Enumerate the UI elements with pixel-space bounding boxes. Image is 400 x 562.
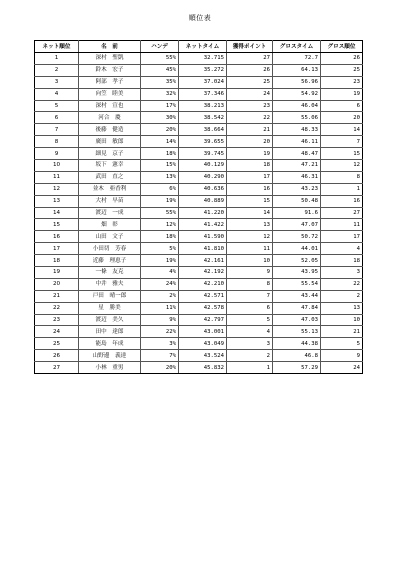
- cell-handicap: 24%: [141, 278, 179, 290]
- table-row: [35, 64, 363, 76]
- table-row: [35, 136, 363, 148]
- table-row: [35, 243, 363, 255]
- cell-points: 27: [227, 53, 273, 65]
- cell-net-rank: 13: [35, 195, 79, 207]
- cell-gross-rank: 14: [321, 124, 363, 136]
- cell-points: 21: [227, 124, 273, 136]
- cell-points: 25: [227, 76, 273, 88]
- cell-gross-rank: 18: [321, 255, 363, 267]
- table-row: [35, 278, 363, 290]
- cell-handicap: 9%: [141, 314, 179, 326]
- cell-net-rank: 3: [35, 76, 79, 88]
- cell-handicap: 6%: [141, 183, 179, 195]
- cell-name: 小田切 芳春: [79, 243, 141, 255]
- cell-net-rank: 25: [35, 338, 79, 350]
- table-row: [35, 100, 363, 112]
- cell-gross-rank: 4: [321, 243, 363, 255]
- table-row: [35, 231, 363, 243]
- table-row: [35, 338, 363, 350]
- cell-net-rank: 4: [35, 88, 79, 100]
- cell-net-time: 43.001: [179, 326, 227, 338]
- cell-name: 深村 宣也: [79, 100, 141, 112]
- header-points: 獲得ポイント: [227, 41, 273, 53]
- cell-name: 向笠 睦美: [79, 88, 141, 100]
- cell-handicap: 32%: [141, 88, 179, 100]
- cell-handicap: 18%: [141, 148, 179, 160]
- cell-gross-rank: 23: [321, 76, 363, 88]
- cell-net-time: 38.213: [179, 100, 227, 112]
- cell-gross-rank: 9: [321, 350, 363, 362]
- cell-gross-time: 50.48: [273, 195, 321, 207]
- cell-net-time: 35.272: [179, 64, 227, 76]
- cell-points: 3: [227, 338, 273, 350]
- cell-net-rank: 24: [35, 326, 79, 338]
- cell-name: 近藤 理恵子: [79, 255, 141, 267]
- cell-gross-rank: 5: [321, 338, 363, 350]
- cell-gross-rank: 10: [321, 314, 363, 326]
- cell-gross-time: 64.13: [273, 64, 321, 76]
- cell-handicap: 45%: [141, 64, 179, 76]
- cell-gross-time: 72.7: [273, 53, 321, 65]
- cell-name: 河合 慶: [79, 112, 141, 124]
- cell-gross-time: 50.72: [273, 231, 321, 243]
- table-row: [35, 53, 363, 65]
- cell-handicap: 17%: [141, 100, 179, 112]
- cell-gross-time: 47.03: [273, 314, 321, 326]
- cell-gross-rank: 7: [321, 136, 363, 148]
- cell-gross-time: 43.23: [273, 183, 321, 195]
- cell-gross-rank: 27: [321, 207, 363, 219]
- cell-gross-time: 47.07: [273, 219, 321, 231]
- table-row: [35, 124, 363, 136]
- table-row: [35, 350, 363, 362]
- cell-handicap: 19%: [141, 255, 179, 267]
- cell-name: 鈴木 宏子: [79, 64, 141, 76]
- cell-handicap: 4%: [141, 267, 179, 279]
- cell-net-rank: 9: [35, 148, 79, 160]
- cell-net-time: 40.290: [179, 171, 227, 183]
- header-name: 名 前: [79, 41, 141, 53]
- cell-gross-time: 43.95: [273, 267, 321, 279]
- cell-handicap: 15%: [141, 160, 179, 172]
- cell-gross-rank: 19: [321, 88, 363, 100]
- cell-name: 渡辺 一成: [79, 207, 141, 219]
- page-title: 順位表: [188, 14, 212, 22]
- cell-gross-time: 43.44: [273, 290, 321, 302]
- cell-net-time: 37.024: [179, 76, 227, 88]
- cell-handicap: 19%: [141, 195, 179, 207]
- cell-name: 畑 彰: [79, 219, 141, 231]
- cell-points: 17: [227, 171, 273, 183]
- cell-points: 8: [227, 278, 273, 290]
- cell-handicap: 2%: [141, 290, 179, 302]
- cell-name: 小林 重男: [79, 362, 141, 374]
- cell-name: 戸田 晴一郎: [79, 290, 141, 302]
- cell-gross-time: 47.21: [273, 160, 321, 172]
- header-handicap: ハンデ: [141, 41, 179, 53]
- table-header-row: [35, 41, 363, 53]
- table-row: [35, 112, 363, 124]
- cell-net-time: 41.590: [179, 231, 227, 243]
- cell-points: 23: [227, 100, 273, 112]
- cell-net-time: 42.161: [179, 255, 227, 267]
- cell-gross-rank: 1: [321, 183, 363, 195]
- cell-net-rank: 16: [35, 231, 79, 243]
- cell-gross-time: 48.47: [273, 148, 321, 160]
- table-body: [35, 53, 363, 374]
- cell-name: 廣田 敏郎: [79, 136, 141, 148]
- cell-net-rank: 2: [35, 64, 79, 76]
- cell-points: 12: [227, 231, 273, 243]
- cell-net-rank: 18: [35, 255, 79, 267]
- table-row: [35, 219, 363, 231]
- cell-points: 9: [227, 267, 273, 279]
- table-row: [35, 195, 363, 207]
- cell-handicap: 3%: [141, 338, 179, 350]
- cell-net-time: 40.636: [179, 183, 227, 195]
- cell-gross-rank: 15: [321, 148, 363, 160]
- cell-net-time: 40.889: [179, 195, 227, 207]
- cell-name: 大村 早苗: [79, 195, 141, 207]
- cell-net-rank: 1: [35, 53, 79, 65]
- cell-net-time: 38.664: [179, 124, 227, 136]
- cell-handicap: 30%: [141, 112, 179, 124]
- cell-net-rank: 20: [35, 278, 79, 290]
- cell-gross-time: 55.54: [273, 278, 321, 290]
- cell-net-rank: 27: [35, 362, 79, 374]
- table-row: [35, 267, 363, 279]
- cell-name: 後藤 健造: [79, 124, 141, 136]
- cell-net-rank: 23: [35, 314, 79, 326]
- cell-net-time: 40.129: [179, 160, 227, 172]
- cell-points: 4: [227, 326, 273, 338]
- cell-net-rank: 17: [35, 243, 79, 255]
- table-row: [35, 183, 363, 195]
- cell-net-time: 42.192: [179, 267, 227, 279]
- table-row: [35, 290, 363, 302]
- table-row: [35, 255, 363, 267]
- cell-gross-rank: 8: [321, 171, 363, 183]
- cell-gross-rank: 25: [321, 64, 363, 76]
- cell-net-time: 41.810: [179, 243, 227, 255]
- cell-gross-time: 44.38: [273, 338, 321, 350]
- cell-handicap: 20%: [141, 362, 179, 374]
- cell-name: 深村 聖凱: [79, 53, 141, 65]
- table-row: [35, 314, 363, 326]
- cell-gross-time: 91.6: [273, 207, 321, 219]
- cell-name: 渡辺 美久: [79, 314, 141, 326]
- cell-net-rank: 15: [35, 219, 79, 231]
- cell-points: 2: [227, 350, 273, 362]
- cell-name: 一條 友克: [79, 267, 141, 279]
- cell-gross-rank: 13: [321, 302, 363, 314]
- cell-net-rank: 7: [35, 124, 79, 136]
- cell-gross-time: 46.11: [273, 136, 321, 148]
- cell-name: 阿部 孝子: [79, 76, 141, 88]
- cell-net-rank: 26: [35, 350, 79, 362]
- cell-gross-time: 46.04: [273, 100, 321, 112]
- cell-net-rank: 21: [35, 290, 79, 302]
- table-row: [35, 171, 363, 183]
- cell-name: 坂下 憲幸: [79, 160, 141, 172]
- cell-points: 10: [227, 255, 273, 267]
- cell-points: 16: [227, 183, 273, 195]
- cell-gross-rank: 6: [321, 100, 363, 112]
- cell-handicap: 12%: [141, 219, 179, 231]
- cell-handicap: 5%: [141, 243, 179, 255]
- table-row: [35, 76, 363, 88]
- cell-gross-time: 47.84: [273, 302, 321, 314]
- cell-gross-time: 52.05: [273, 255, 321, 267]
- table-row: [35, 160, 363, 172]
- cell-points: 14: [227, 207, 273, 219]
- cell-gross-time: 55.06: [273, 112, 321, 124]
- table-row: [35, 326, 363, 338]
- cell-gross-time: 48.33: [273, 124, 321, 136]
- cell-net-rank: 11: [35, 171, 79, 183]
- cell-gross-time: 46.8: [273, 350, 321, 362]
- table-row: [35, 148, 363, 160]
- cell-name: 細見 京子: [79, 148, 141, 160]
- cell-points: 15: [227, 195, 273, 207]
- cell-gross-rank: 24: [321, 362, 363, 374]
- header-gross-time: グロスタイム: [273, 41, 321, 53]
- cell-gross-rank: 17: [321, 231, 363, 243]
- cell-gross-rank: 11: [321, 219, 363, 231]
- cell-gross-rank: 22: [321, 278, 363, 290]
- cell-name: 山野邊 義達: [79, 350, 141, 362]
- table-row: [35, 207, 363, 219]
- cell-net-time: 41.422: [179, 219, 227, 231]
- cell-points: 11: [227, 243, 273, 255]
- cell-points: 26: [227, 64, 273, 76]
- cell-handicap: 11%: [141, 302, 179, 314]
- cell-gross-time: 57.29: [273, 362, 321, 374]
- table-row: [35, 302, 363, 314]
- cell-gross-time: 55.13: [273, 326, 321, 338]
- cell-name: 能島 年成: [79, 338, 141, 350]
- cell-handicap: 55%: [141, 53, 179, 65]
- cell-points: 24: [227, 88, 273, 100]
- cell-net-rank: 5: [35, 100, 79, 112]
- cell-points: 19: [227, 148, 273, 160]
- cell-name: 星 勝美: [79, 302, 141, 314]
- cell-net-rank: 12: [35, 183, 79, 195]
- cell-net-time: 41.220: [179, 207, 227, 219]
- cell-name: 並木 亜香利: [79, 183, 141, 195]
- cell-handicap: 7%: [141, 350, 179, 362]
- cell-points: 18: [227, 160, 273, 172]
- cell-net-time: 45.832: [179, 362, 227, 374]
- cell-net-rank: 14: [35, 207, 79, 219]
- cell-net-rank: 22: [35, 302, 79, 314]
- cell-net-time: 43.524: [179, 350, 227, 362]
- cell-name: 中井 雅夫: [79, 278, 141, 290]
- header-net-time: ネットタイム: [179, 41, 227, 53]
- cell-net-rank: 8: [35, 136, 79, 148]
- cell-gross-rank: 21: [321, 326, 363, 338]
- header-gross-rank: グロス順位: [321, 41, 363, 53]
- cell-net-time: 42.578: [179, 302, 227, 314]
- cell-gross-rank: 20: [321, 112, 363, 124]
- cell-points: 22: [227, 112, 273, 124]
- cell-net-time: 32.715: [179, 53, 227, 65]
- cell-net-time: 38.542: [179, 112, 227, 124]
- cell-gross-rank: 3: [321, 267, 363, 279]
- cell-handicap: 18%: [141, 231, 179, 243]
- table-row: [35, 88, 363, 100]
- cell-gross-rank: 26: [321, 53, 363, 65]
- cell-net-time: 39.745: [179, 148, 227, 160]
- cell-net-time: 42.571: [179, 290, 227, 302]
- cell-points: 13: [227, 219, 273, 231]
- ranking-table: [34, 40, 363, 374]
- header-net-rank: ネット順位: [35, 41, 79, 53]
- cell-gross-rank: 12: [321, 160, 363, 172]
- cell-gross-time: 54.92: [273, 88, 321, 100]
- cell-net-rank: 10: [35, 160, 79, 172]
- cell-name: 山田 文子: [79, 231, 141, 243]
- cell-points: 1: [227, 362, 273, 374]
- cell-points: 20: [227, 136, 273, 148]
- cell-handicap: 14%: [141, 136, 179, 148]
- cell-gross-time: 46.31: [273, 171, 321, 183]
- cell-net-time: 37.346: [179, 88, 227, 100]
- cell-handicap: 55%: [141, 207, 179, 219]
- table-row: [35, 362, 363, 374]
- cell-handicap: 13%: [141, 171, 179, 183]
- cell-name: 武田 直之: [79, 171, 141, 183]
- cell-gross-rank: 2: [321, 290, 363, 302]
- cell-net-time: 42.797: [179, 314, 227, 326]
- cell-gross-time: 56.96: [273, 76, 321, 88]
- cell-net-time: 43.049: [179, 338, 227, 350]
- cell-net-rank: 19: [35, 267, 79, 279]
- cell-points: 6: [227, 302, 273, 314]
- cell-net-rank: 6: [35, 112, 79, 124]
- cell-handicap: 35%: [141, 76, 179, 88]
- cell-handicap: 22%: [141, 326, 179, 338]
- cell-gross-rank: 16: [321, 195, 363, 207]
- cell-points: 5: [227, 314, 273, 326]
- cell-gross-time: 44.01: [273, 243, 321, 255]
- cell-handicap: 20%: [141, 124, 179, 136]
- cell-name: 田中 達郎: [79, 326, 141, 338]
- cell-net-time: 39.655: [179, 136, 227, 148]
- cell-net-time: 42.210: [179, 278, 227, 290]
- cell-points: 7: [227, 290, 273, 302]
